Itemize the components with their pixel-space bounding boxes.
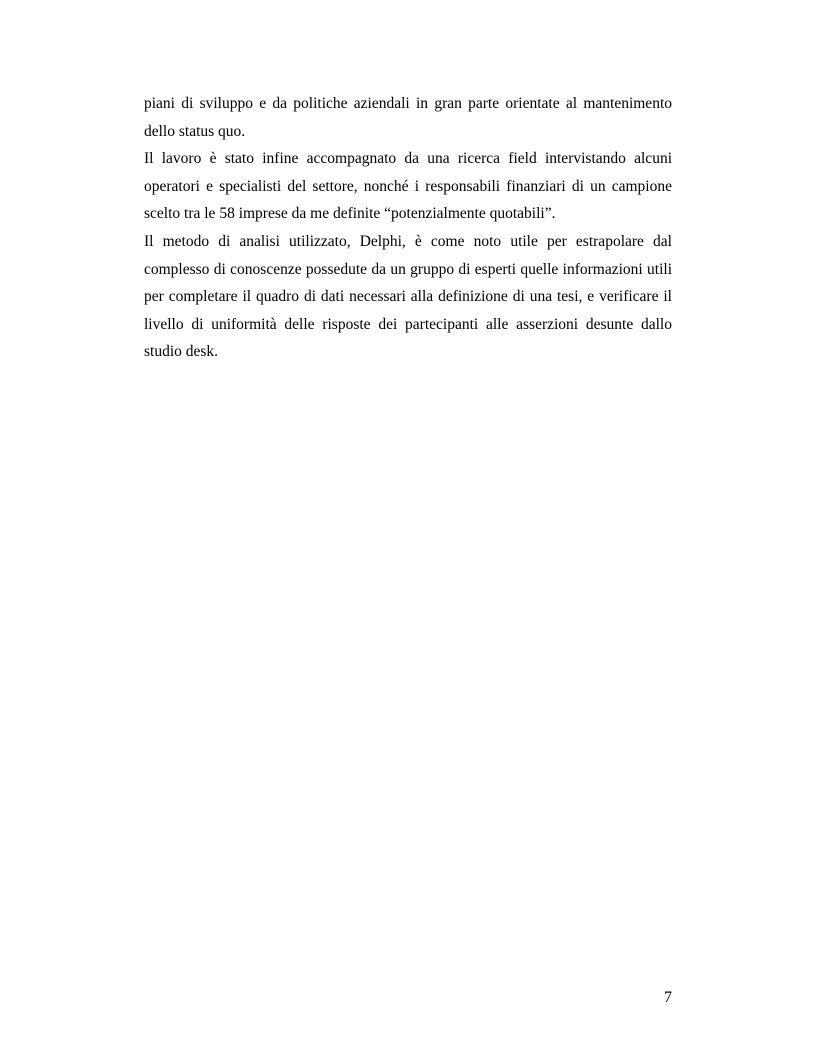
paragraph-3: Il metodo di analisi utilizzato, Delphi, è come noto utile per estrapolare dal complesso di conoscenze possedute da un gruppo di esperti quelle informazioni utili per completare il quadro di dati necessari alla definizione di una tesi, e verificare il livello di uniformità delle risposte dei partecipanti alle asserzioni desunte dallo studio desk.	[144, 232, 672, 361]
page-number: 7	[664, 989, 672, 1006]
body-text	[144, 90, 672, 366]
paragraph-1: piani di sviluppo e da politiche aziendali in gran parte orientate al mantenimento dello status quo.	[144, 95, 672, 140]
paragraph-2: Il lavoro è stato infine accompagnato da una ricerca field intervistando alcuni operatori e specialisti del settore, nonché i responsabili finanziari di un campione scelto tra le 58 imprese da me definite “potenzialmente quotabili”.	[144, 150, 672, 223]
